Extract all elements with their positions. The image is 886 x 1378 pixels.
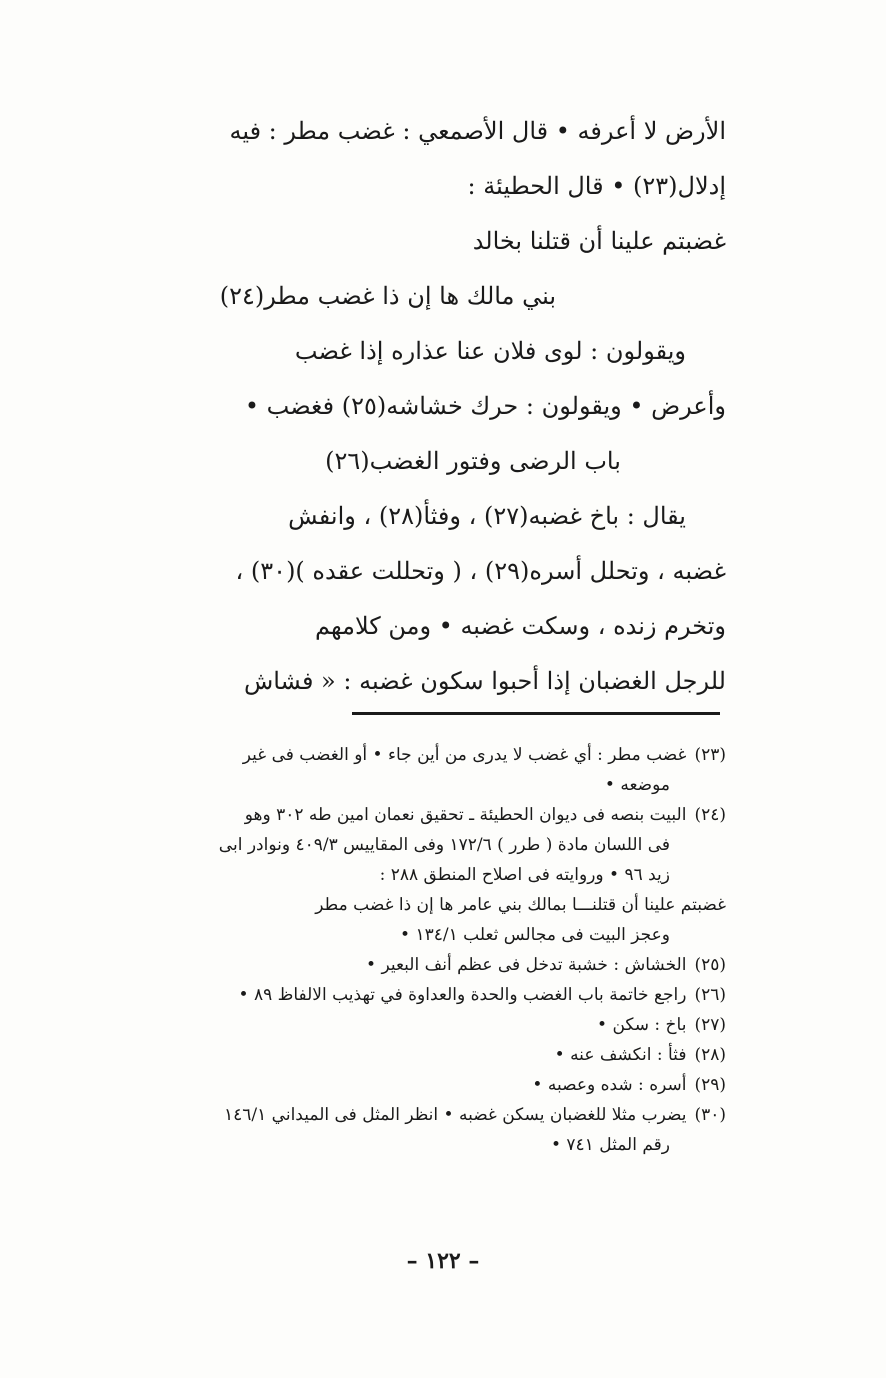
footnote-number: (٢٦) <box>694 985 726 1005</box>
footnote-number: (٢٨) <box>694 1045 726 1065</box>
footnote-text: فثأ : انكشف عنه • <box>554 1045 687 1065</box>
text-line: وأعرض • ويقولون : حرك خشاشه(٢٥) فغضب • <box>244 392 726 420</box>
text-line: يقال : باخ غضبه(٢٧) ، وفثأ(٢٨) ، وانفش <box>288 502 686 530</box>
main-text <box>160 104 726 709</box>
footnote-25 <box>160 950 726 980</box>
text-line: غضبه ، وتحلل أسره(٢٩) ، ( وتحللت عقده )(٣٠) ، <box>235 557 726 585</box>
footnote-continuation: وعجز البيت فى مجالس ثعلب ١٣٤/١ • <box>400 925 670 945</box>
footnote-text: باخ : سكن • <box>597 1015 687 1035</box>
section-heading: باب الرضى وفتور الغضب(٢٦) <box>325 447 621 475</box>
text-line: وتخرم زنده ، وسكت غضبه • ومن كلامهم <box>315 612 726 640</box>
text-line: للرجل الغضبان إذا أحبوا سكون غضبه : « فشاش <box>243 667 726 695</box>
verse-line: غضبتم علينا أن قتلنا بخالد <box>472 227 726 255</box>
footnote-text: غضب مطر : أي غضب لا يدرى من أين جاء • أو الغضب فى غير <box>242 745 687 765</box>
footnote-continuation: فى اللسان مادة ( طرر ) ١٧٢/٦ وفى المقاييس ٤٠٩/٣ ونوادر ابى <box>218 835 670 855</box>
footnote-26 <box>160 980 726 1010</box>
footnote-divider <box>352 712 720 715</box>
footnote-28 <box>160 1040 726 1070</box>
footnote-text: راجع خاتمة باب الغضب والحدة والعداوة في تهذيب الالفاظ ٨٩ • <box>238 985 687 1005</box>
footnote-number: (٢٧) <box>694 1015 726 1035</box>
footnote-verse: غضبتم علينا أن قتلنـــا بمالك بني عامر ها إن ذا غضب مطر <box>315 895 726 915</box>
footnote-continuation: رقم المثل ٧٤١ • <box>550 1135 670 1155</box>
text-line: ويقولون : لوى فلان عنا عذاره إذا غضب <box>294 337 686 365</box>
footnotes <box>160 740 726 1160</box>
footnote-29 <box>160 1070 726 1100</box>
footnote-continuation: زيد ٩٦ • وروايته فى اصلاح المنطق ٢٨٨ : <box>379 865 670 885</box>
footnote-text: أسره : شده وعصبه • <box>532 1075 687 1095</box>
footnote-30 <box>160 1100 726 1160</box>
footnote-text: يضرب مثلا للغضبان يسكن غضبه • انظر المثل فى الميداني ١٤٦/١ <box>224 1105 687 1125</box>
footnote-continuation: موضعه • <box>604 775 670 795</box>
footnote-text: البيت بنصه فى ديوان الحطيئة ـ تحقيق نعمان امين طه ٣٠٢ وهو <box>244 805 687 825</box>
page-number: – ١٢٢ – <box>406 1248 480 1274</box>
footnote-23 <box>160 740 726 800</box>
footnote-24 <box>160 800 726 890</box>
footnote-27 <box>160 1010 726 1040</box>
verse-line: بني مالك ها إن ذا غضب مطر(٢٤) <box>219 282 556 310</box>
footnote-text: الخشاش : خشبة تدخل فى عظم أنف البعير • <box>366 955 687 975</box>
footnote-number: (٢٣) <box>694 745 726 765</box>
footnote-number: (٣٠) <box>694 1105 726 1125</box>
footnote-number: (٢٩) <box>694 1075 726 1095</box>
text-line: الأرض لا أعرفه • قال الأصمعي : غضب مطر : فيه <box>229 117 726 145</box>
text-line: إدلال(٢٣) • قال الحطيئة : <box>467 172 726 200</box>
footnote-number: (٢٤) <box>694 805 726 825</box>
footnote-number: (٢٥) <box>694 955 726 975</box>
